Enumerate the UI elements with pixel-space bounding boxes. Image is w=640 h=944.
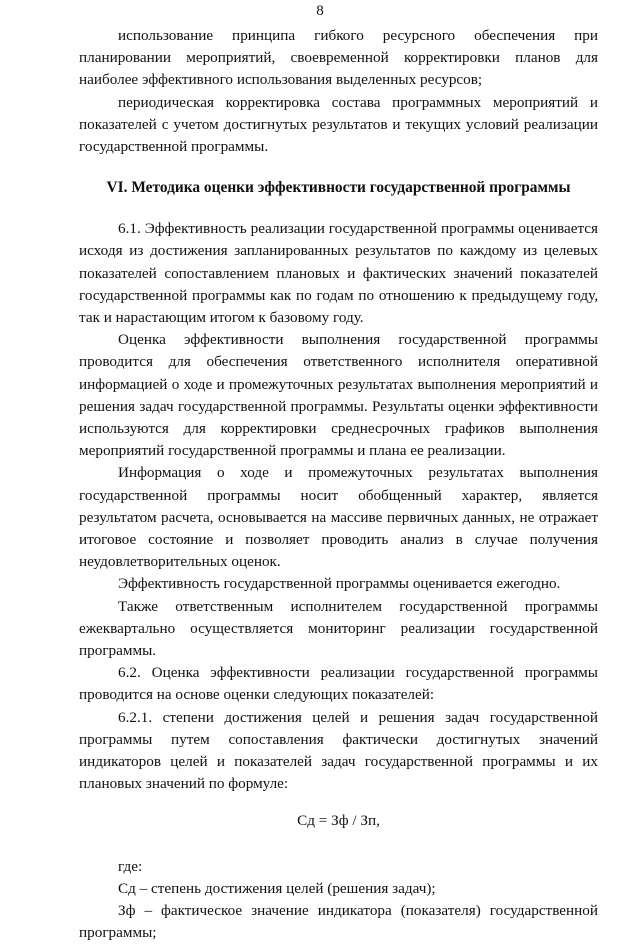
definition-zf: Зф – фактическое значение индикатора (показателя) государственной программы;	[79, 901, 598, 942]
intro-paragraph-2: периодическая корректировка состава программных мероприятий и показателей с учетом достигнутых результатов и текущих условий реализации государственной программы.	[79, 93, 598, 156]
document-body	[79, 25, 598, 944]
paragraph-6-1: 6.1. Эффективность реализации государственной программы оценивается исходя из достижения запланированных результатов по каждому из целевых показателей сопоставлением плановых и фактических значений показателей государственной программы как по годам по отношению к предыдущему году, так и нарастающим итогом к базовому году.	[79, 220, 598, 327]
paragraph-information: Информация о ходе и промежуточных результатах выполнения государственной программы носит обобщенный характер, является результатом расчета, основывается на массиве первичных данных, не отражает итоговое состояние и позволяет проводить анализ в случае получения неудовлетворительных оценок.	[79, 464, 598, 571]
where-label: где:	[118, 857, 143, 875]
definition-sd: Сд – степень достижения целей (решения задач);	[118, 879, 436, 897]
paragraph-6-2: 6.2. Оценка эффективности реализации государственной программы проводится на основе оценки следующих показателей:	[79, 664, 598, 704]
paragraph-annual: Эффективность государственной программы оценивается ежегодно.	[118, 575, 561, 593]
paragraph-evaluation-purpose: Оценка эффективности выполнения государственной программы проводится для обеспечения ответственного исполнителя оперативной информацией о ходе и промежуточных результатах выполнения мероприятий и решения задач государственной программы. Результаты оценки эффективности используются для корректировки среднесрочных графиков выполнения мероприятий государственной программы и плана ее реализации.	[79, 331, 598, 460]
formula: Сд = Зф / Зп,	[297, 811, 380, 829]
page-number: 8	[316, 3, 324, 19]
paragraph-monitoring: Также ответственным исполнителем государственной программы ежеквартально осуществляется мониторинг реализации государственной программы.	[79, 597, 598, 660]
section-heading: VI. Методика оценки эффективности государственной программы	[106, 179, 571, 197]
intro-paragraph-1: использование принципа гибкого ресурсного обеспечения при планировании мероприятий, своевременной корректировки планов для наиболее эффективного использования выделенных ресурсов;	[79, 27, 598, 89]
paragraph-6-2-1: 6.2.1. степени достижения целей и решения задач государственной программы путем сопоставления фактически достигнутых значений индикаторов целей и показателей задач государственной программы и их плановых значений по формуле:	[79, 708, 598, 793]
